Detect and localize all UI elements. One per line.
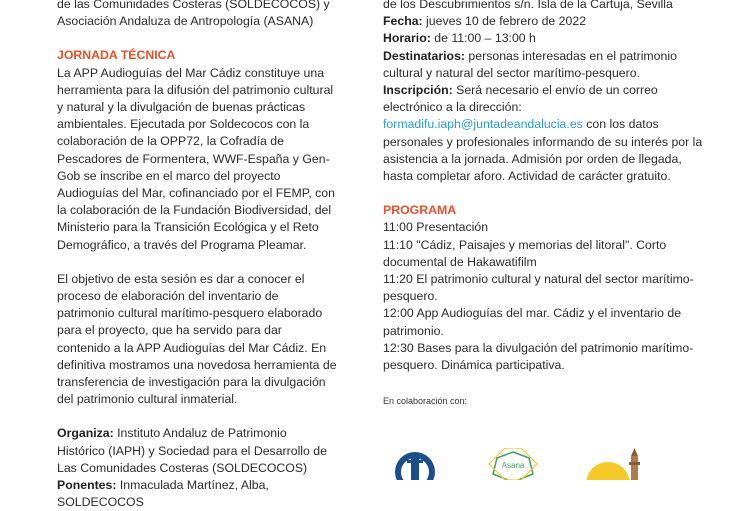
programa-item: 11:00 Presentación [383, 220, 489, 235]
objective-paragraph: El objetivo de esta sesión es dar a conocer el proceso de elaboración del inventario de patrimonio cultural marítimo-pesquero elaborado para el proyecto, que ha servido para dar contenido a la APP Audioguías del Mar Cádiz. En definitiva mostramos una novedosa herramienta de transferencia de investigación para la divulgación del patrimonio cultural inmaterial. [57, 271, 337, 407]
destinatarios-block [383, 48, 708, 82]
fecha-text: jueves 10 de febrero de 2022 [422, 14, 587, 29]
asana-logo-text: Asana [501, 461, 525, 470]
intro-paragraph: La APP Audioguías del Mar Cádiz constituye una herramienta para la difusión del patrimonio cultural y natural y la divulgación de buenas prácticas ambientales. Ejecutada por Soldecocos con la colaboración de la OPP72, la Cofradía de Pescadores de Formentera, WWF-España y Gen-Gob se inscribe en el marco del proyecto Audioguías del Mar, cofinanciado por el FEMP, con la colaboración de la Fundación Biodiversidad, del Ministerio para la Transición Ecológica y el Reto Demográfico, a través del Programa Pleamar. [57, 65, 335, 252]
ponentes-text: Inmaculada Martínez, Alba, SOLDECOCOS [57, 478, 269, 510]
programa-item: 12:00 App Audioguías del mar. Cádiz y el inventario de patrimonio. [383, 306, 682, 338]
ponentes-label: Ponentes: [57, 478, 117, 493]
ponentes-block [57, 477, 337, 511]
horario-label: Horario: [383, 31, 431, 46]
programa-heading: PROGRAMA [383, 203, 457, 218]
organiza-label: Organiza: [57, 426, 114, 441]
destinatarios-label: Destinatarios: [383, 48, 466, 63]
horario-text: de 11:00 – 13:00 h [430, 31, 536, 46]
organiza-block [57, 425, 337, 477]
venue-top-line: de los Descubrimientos s/n. Isla de la Cartuja, Sevilla [383, 0, 673, 11]
fecha-label: Fecha: [383, 14, 423, 29]
inscripcion-label: Inscripción: [383, 83, 453, 98]
email-link[interactable]: formadifu.iaph@juntadeandalucia.es [383, 117, 583, 132]
inscripcion-text-2: con los datos personales y profesionales informando de su interés por la asistencia a la jornada. Admisión por orden de llegada, hasta completar aforo. Actividad de carácter gratuito. [383, 117, 703, 184]
programa-item: 11:20 El patrimonio cultural y natural del sector marítimo-pesquero. [383, 272, 694, 304]
programa-item: 11:10 "Cádiz, Paisajes y memorias del litoral". Corto documental de Hakawatifilm [383, 237, 667, 269]
organizers-top-line-2: Asociación Andaluza de Antropología (ASANA) [57, 14, 314, 29]
asana-logo-icon [489, 448, 537, 480]
inscripcion-block [383, 82, 708, 185]
colaboracion-label: En colaboración con: [383, 396, 468, 407]
inscripcion-text: Será necesario el envío de un correo electrónico a la dirección: [383, 83, 658, 115]
soldecocos-logo-icon [395, 452, 435, 480]
jornada-heading: JORNADA TÉCNICA [57, 48, 176, 63]
organizers-top-line-1: de las Comunidades Costeras (SOLDECOCOS) y [57, 0, 330, 11]
organiza-text: Instituto Andaluz de Patrimonio Histórico (IAPH) y Sociedad para el Desarrollo de Las Comunidades Costeras (SOLDECOCOS) [57, 426, 327, 475]
partner-logos-svg [383, 448, 713, 480]
fecha-block [383, 13, 708, 30]
partner-logos [383, 448, 713, 480]
destinatarios-text: personas interesadas en el patrimonio cultural y natural del sector marítimo-pesquero. [383, 48, 677, 80]
programa-item: 12:30 Bases para la divulgación del patrimonio marítimo-pesquero. Dinámica participativa. [383, 340, 694, 373]
sun-tower-logo-icon [586, 448, 640, 480]
horario-block [383, 30, 708, 47]
